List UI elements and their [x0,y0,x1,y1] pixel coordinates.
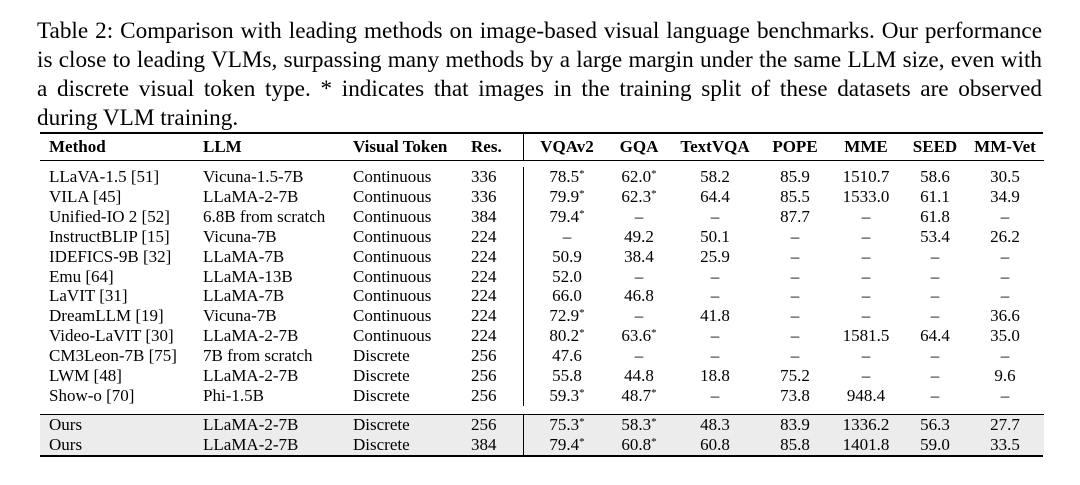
cell-vqav2: 59.3* [549,385,585,405]
cell-res: 256 [471,366,524,386]
table-row [40,207,1044,227]
cell-vqav2: 79.9* [549,186,585,206]
cell-mme: – [861,206,871,226]
cell-seed: – [930,306,940,326]
ours-row [40,414,1044,434]
cell-mme: – [861,346,871,366]
header-llm: LLM [203,134,353,161]
cell-res: 256 [471,386,524,406]
cell-pope: – [790,266,800,286]
cell-pope: – [790,326,800,346]
cell-llm: 7B from scratch [203,346,313,366]
cell-visual-token: Continuous [353,266,432,286]
cell-res: 336 [471,167,524,187]
cell-method: LaVIT [31] [49,286,128,306]
table-row [40,227,1044,247]
cell-visual-token: Continuous [353,206,432,226]
baseline-rows [40,161,1044,415]
cell-vqav2: 50.9 [552,246,582,266]
cell-gqa: 46.8 [624,286,654,306]
cell-textvqa: – [710,286,720,306]
cell-visual-token: Continuous [353,306,432,326]
cell-vqav2: 75.3* [549,414,585,434]
table-row [40,267,1044,287]
header-pope: POPE [762,134,828,161]
cell-seed: 64.4 [920,326,950,346]
cell-visual-token: Continuous [353,186,432,206]
cell-mme: 1510.7 [842,167,890,186]
cell-method: Video-LaVIT [30] [49,326,174,346]
cell-visual-token: Continuous [353,246,432,266]
cell-res: 224 [471,306,524,326]
cell-res: 224 [471,267,524,287]
cell-res: 224 [471,326,524,346]
cell-gqa: – [634,306,644,326]
cell-seed: 58.6 [920,167,950,186]
cell-gqa: 44.8 [624,366,654,386]
header-mme: MME [828,134,904,161]
table-row [40,187,1044,207]
cell-gqa: 48.7* [621,385,657,405]
cell-mm-vet: 30.5 [990,167,1020,186]
cell-llm: LLaMA-7B [203,246,285,266]
cell-method: IDEFICS-9B [32] [49,246,172,266]
cell-mm-vet: 34.9 [990,186,1020,206]
table-row [40,346,1044,366]
cell-method: VILA [45] [49,186,122,206]
cell-res: 224 [471,286,524,306]
cell-gqa: – [634,266,644,286]
cell-visual-token: Discrete [353,434,410,454]
table-row [40,167,1044,187]
cell-mme: – [861,266,871,286]
cell-gqa: 62.0* [621,167,657,186]
header-method: Method [40,134,203,161]
cell-gqa: 49.2 [624,226,654,246]
cell-vqav2: 80.2* [549,326,585,346]
cell-vqav2: – [562,226,572,246]
cell-method: Ours [49,414,83,434]
cell-seed: 53.4 [920,226,950,246]
cell-pope: 75.2 [780,366,810,386]
cell-llm: LLaMA-2-7B [203,414,299,434]
cell-method: CM3Leon-7B [75] [49,346,177,366]
header-visual-token: Visual Token [353,134,471,161]
cell-pope: 85.8 [780,434,810,454]
cell-llm: LLaMA-2-7B [203,434,299,454]
table-row [40,286,1044,306]
cell-vqav2: 79.4* [549,434,585,454]
cell-mm-vet: 36.6 [990,306,1020,326]
table-row [40,366,1044,386]
cell-gqa: – [634,206,644,226]
cell-textvqa: 64.4 [700,186,730,206]
cell-pope: 83.9 [780,414,810,434]
cell-mme: – [861,226,871,246]
cell-visual-token: Discrete [353,414,410,434]
cell-pope: 85.5 [780,186,810,206]
cell-mm-vet: 9.6 [994,366,1016,386]
cell-visual-token: Continuous [353,226,432,246]
cell-mme: 1336.2 [842,414,890,434]
cell-seed: 61.8 [920,206,950,226]
header-seed: SEED [904,134,966,161]
cell-pope: – [790,226,800,246]
cell-method: Unified-IO 2 [52] [49,206,170,226]
cell-llm: Vicuna-1.5-7B [203,167,304,186]
comparison-table-container [40,132,1043,457]
cell-method: Ours [49,434,83,454]
cell-textvqa: – [710,326,720,346]
cell-mme: – [861,286,871,306]
cell-visual-token: Discrete [353,346,410,366]
cell-gqa: 63.6* [621,326,657,346]
cell-mm-vet: 35.0 [990,326,1020,346]
cell-vqav2: 72.9* [549,306,585,326]
table-row [40,247,1044,267]
cell-gqa: 60.8* [621,434,657,454]
cell-textvqa: – [710,385,720,405]
cell-textvqa: 25.9 [700,246,730,266]
cell-llm: LLaMA-2-7B [203,366,299,386]
cell-pope: – [790,246,800,266]
cell-mm-vet: – [1000,246,1010,266]
cell-seed: 56.3 [920,414,950,434]
cell-mme: 1581.5 [842,326,890,346]
cell-textvqa: – [710,346,720,366]
header-mm-vet: MM-Vet [966,134,1044,161]
cell-method: Emu [64] [49,266,114,286]
cell-llm: LLaMA-7B [203,286,285,306]
header-textvqa: TextVQA [668,134,762,161]
cell-mme: – [861,246,871,266]
table-row [40,326,1044,346]
cell-visual-token: Continuous [353,326,432,346]
cell-seed: 61.1 [920,186,950,206]
cell-llm: LLaMA-2-7B [203,186,299,206]
cell-llm: Phi-1.5B [203,385,264,405]
cell-textvqa: 48.3 [700,414,730,434]
cell-mme: – [861,366,871,386]
ours-row [40,435,1044,455]
table-caption: Table 2: Comparison with leading methods on image-based visual language benchmarks. Our performance is close to leading VLMs, surpassing many methods by a large margin under the same LLM size, even with a discrete visual token type. * indicates that images in the training split of these datasets are observed during VLM training. [37,18,1042,131]
cell-res: 224 [471,247,524,267]
cell-seed: – [930,366,940,386]
cell-visual-token: Continuous [353,167,432,186]
cell-mm-vet: 33.5 [990,434,1020,454]
cell-seed: – [930,266,940,286]
cell-vqav2: 79.4* [549,206,585,226]
cell-mm-vet: – [1000,385,1010,405]
cell-seed: – [930,385,940,405]
cell-pope: – [790,306,800,326]
cell-llm: 6.8B from scratch [203,206,326,226]
cell-textvqa: 18.8 [700,366,730,386]
cell-textvqa: 58.2 [700,167,730,186]
cell-vqav2: 47.6 [552,346,582,366]
cell-mme: 1401.8 [842,434,890,454]
table-row [40,306,1044,326]
cell-mm-vet: 27.7 [990,414,1020,434]
cell-pope: 87.7 [780,206,810,226]
section-separator [40,406,1044,415]
cell-mme: 1533.0 [842,186,890,206]
cell-mme: – [861,306,871,326]
cell-method: Show-o [70] [49,385,135,405]
cell-mm-vet: – [1000,206,1010,226]
cell-pope: 73.8 [780,385,810,405]
cell-seed: – [930,346,940,366]
cell-res: 256 [471,346,524,366]
cell-res: 384 [471,435,524,455]
cell-mm-vet: – [1000,266,1010,286]
cell-llm: LLaMA-2-7B [203,326,299,346]
cell-mm-vet: 26.2 [990,226,1020,246]
cell-llm: Vicuna-7B [203,306,277,326]
cell-textvqa: 41.8 [700,306,730,326]
cell-textvqa: – [710,266,720,286]
header-vqav2: VQAv2 [524,134,611,161]
cell-pope: 85.9 [780,167,810,186]
cell-vqav2: 52.0 [552,266,582,286]
table-row [40,386,1044,406]
cell-visual-token: Discrete [353,385,410,405]
cell-res: 256 [471,414,524,434]
cell-visual-token: Discrete [353,366,410,386]
cell-vqav2: 78.5* [549,167,585,186]
cell-seed: – [930,246,940,266]
cell-pope: – [790,346,800,366]
ours-rows [40,414,1044,454]
cell-textvqa: 60.8 [700,434,730,454]
bottom-rule [40,455,1043,457]
cell-res: 384 [471,207,524,227]
cell-res: 224 [471,227,524,247]
header-res: Res. [471,134,524,161]
cell-mm-vet: – [1000,286,1010,306]
cell-textvqa: 50.1 [700,226,730,246]
cell-gqa: 38.4 [624,246,654,266]
cell-method: LLaVA-1.5 [51] [49,167,160,186]
cell-gqa: 58.3* [621,414,657,434]
cell-method: InstructBLIP [15] [49,226,170,246]
header-row [40,134,1044,161]
cell-method: DreamLLM [19] [49,306,164,326]
cell-seed: – [930,286,940,306]
cell-llm: LLaMA-13B [203,266,293,286]
header-gqa: GQA [610,134,668,161]
cell-textvqa: – [710,206,720,226]
cell-pope: – [790,286,800,306]
cell-mm-vet: – [1000,346,1010,366]
cell-mme: 948.4 [846,385,886,405]
cell-res: 336 [471,187,524,207]
cell-vqav2: 55.8 [552,366,582,386]
cell-visual-token: Continuous [353,286,432,306]
cell-gqa: 62.3* [621,186,657,206]
cell-method: LWM [48] [49,366,122,386]
cell-seed: 59.0 [920,434,950,454]
cell-gqa: – [634,346,644,366]
cell-llm: Vicuna-7B [203,226,277,246]
comparison-table [40,134,1044,455]
cell-vqav2: 66.0 [552,286,582,306]
